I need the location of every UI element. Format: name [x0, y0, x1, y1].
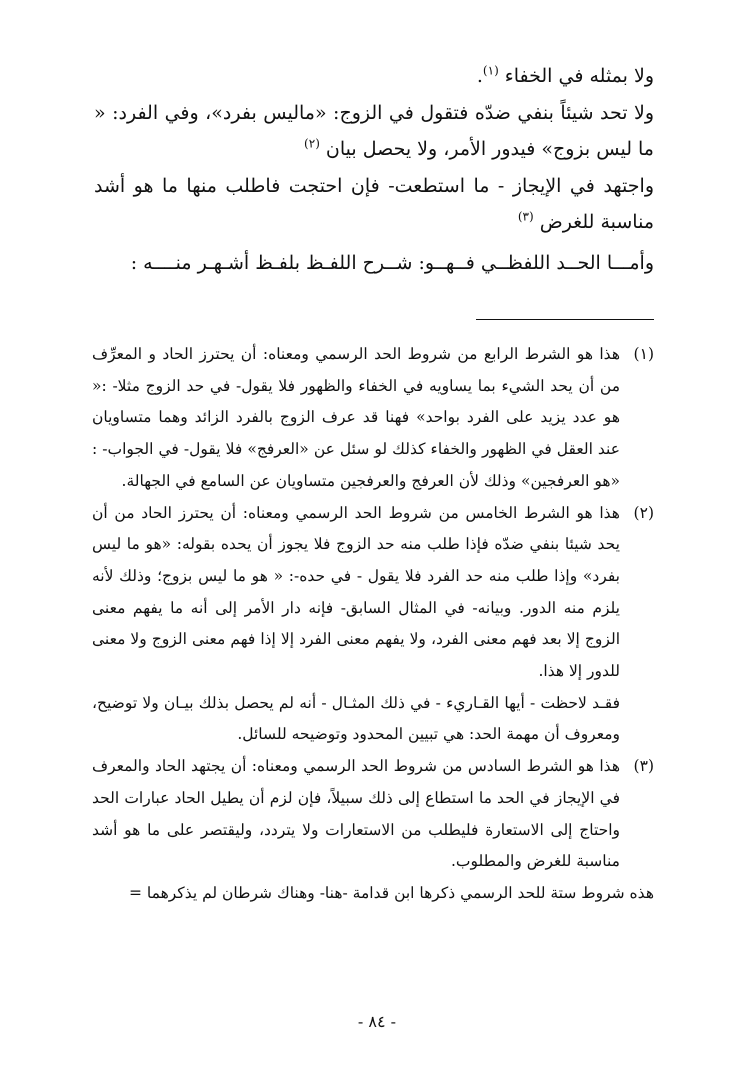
main-paragraph-1: [94, 58, 654, 95]
main-paragraph-4: وأمـــا الحــد اللفظــي فــهــو: شــرح اللفـظ بلفـظ أشـهـر منــــه :: [130, 251, 654, 274]
footnote-2: [92, 498, 654, 752]
main-paragraph-2-text: ولا تحد شيئاً بنفي ضدّه فتقول في الزوج: «ماليس بفرد»، وفي الفرد: « ما ليس بزوج» فيدور الأمر، ولا يحصل بيان: [94, 101, 654, 160]
footnote-body: [92, 339, 620, 498]
footnote-body: [92, 751, 620, 878]
page-number: - ٨٤ -: [357, 1012, 397, 1031]
footnote-body: [92, 498, 620, 752]
footnote-3: [92, 751, 654, 878]
main-text: [94, 58, 654, 281]
main-paragraph-1-end: .: [476, 65, 483, 87]
footnote-number: (٣): [633, 757, 654, 776]
footnote-continuation: هذه شروط ستة للحد الرسمي ذكرها ابن قدامة -هنا- وهناك شرطان لم يذكرهما =: [128, 883, 654, 902]
main-paragraph-3: [94, 168, 654, 241]
footnote-ref-2: (٢): [304, 136, 320, 151]
footnote-ref-1: (١): [482, 63, 499, 78]
footnote-text-continued: فقـد لاحظت - أيها القـاريء - في ذلك المثـال - أنه لم يحصل بذلك بيـان ولا توضيح، ومعروف أن مهمة الحد: هي تبيين المحدود وتوضيحه للسائل.: [92, 693, 620, 744]
footnote-separator: [476, 319, 654, 320]
footnote-number: (١): [633, 345, 654, 363]
main-paragraph-2: [94, 95, 654, 168]
main-paragraph-1-text: ولا بمثله في الخفاء: [504, 65, 654, 87]
footnote-number: (٢): [633, 503, 654, 522]
footnote-1: [92, 339, 654, 498]
footnote-text: هذا هو الشرط السادس من شروط الحد الرسمي ومعناه: أن يجتهد الحاد والمعرف في الإيجاز في الحد ما استطاع إلى ذلك سبيلاً، فإن لزم أن يطيل الحاد عبارات الحد واحتاج إلى الاستعارة فليطلب من الاستعارات ولا يتردد، وليقتصر على ما هو أشد مناسبة للغرض والمطلوب.: [92, 757, 620, 871]
footnotes: [92, 339, 654, 910]
main-paragraph-3-text: واجتهد في الإيجاز - ما استطعت- فإن احتجت فاطلب منها ما هو أشد مناسبة للغرض: [94, 174, 654, 233]
footnote-ref-3: (٣): [517, 209, 534, 224]
footnote-text: هذا هو الشرط الرابع من شروط الحد الرسمي ومعناه: أن يحترز الحاد و المعرِّف من أن يحد الشيء بما يساويه في الخفاء والظهور فلا يقول- في حد الزوج مثلا- :« هو عدد يزيد على الفرد بواحد» فهنا قد عرف الزوج بالفرد الزائد وهما متساويان عند العقل في الظهور والخفاء كذلك لو سئل عن «العرفج» فلا يقول- في الجواب- : «هو العرفجين» وذلك لأن العرفج والعرفجين متساويان عن السامع في الجهالة.: [92, 345, 620, 490]
footnote-text: هذا هو الشرط الخامس من شروط الحد الرسمي ومعناه: أن يحترز الحاد من أن يحد شيئا بنفي ضدّه فإذا طلب منه حد الزوج فلا يجوز أن يحده بقوله: «هو ما ليس بفرد» وإذا طلب منه حد الفرد فلا يقول - في حده-: « هو ما ليس بزوج؛ وذلك لأنه يلزم منه الدور. وبيانه- في المثال السابق- فإنه دار الأمر إلى أنه ما يفهم معنى الزوج إلا بعد فهم معنى الفرد، ولا يفهم معنى الفرد إلا إذا فهم معنى الزوج ولا معنى للدور إلا هذا.: [92, 503, 620, 681]
